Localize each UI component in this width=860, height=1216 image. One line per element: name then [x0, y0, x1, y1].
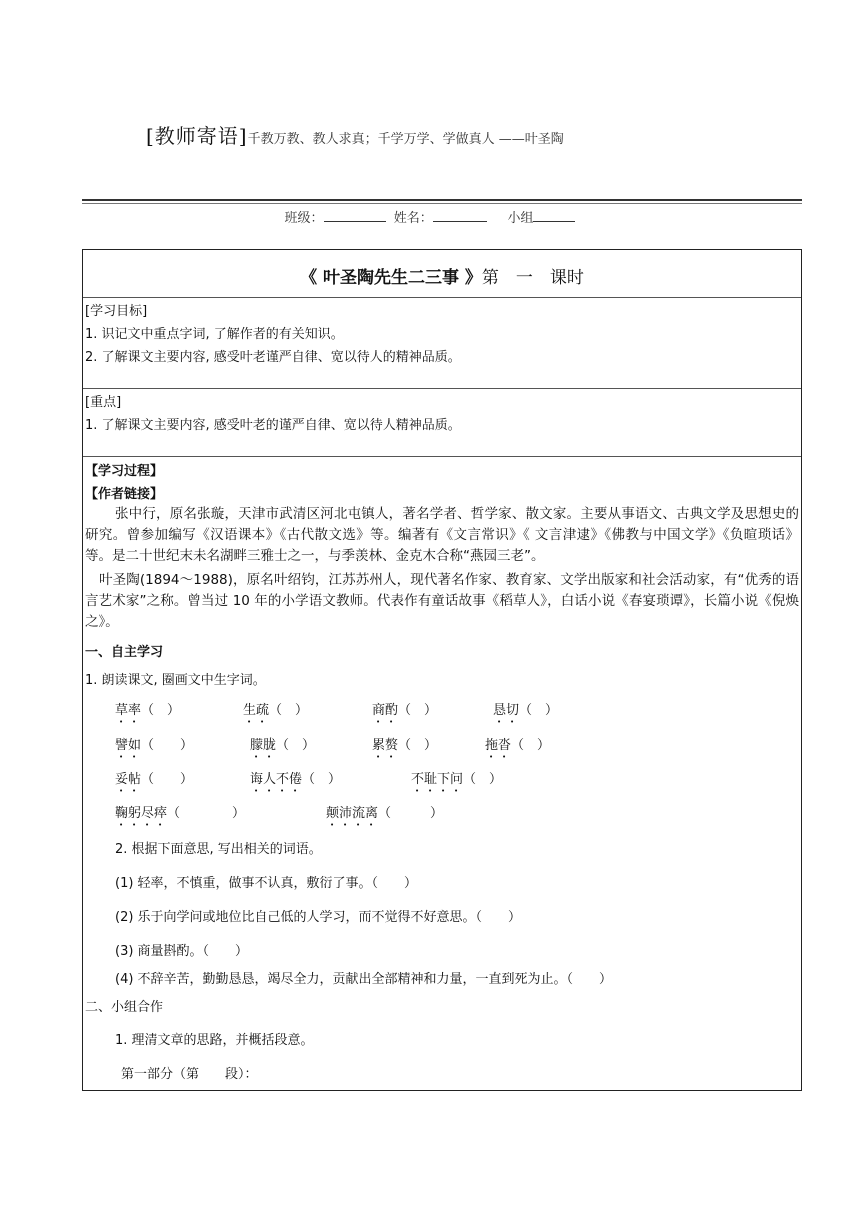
vocab-item: 颠沛流离（ ）	[326, 806, 444, 821]
objective-1: 1. 识记文中重点字词, 了解作者的有关知识。	[85, 327, 344, 342]
vocab-item: 诲人不倦（ ）	[250, 772, 342, 787]
objectives-heading: [学习目标]	[85, 304, 148, 319]
group-work-heading: 二、小组合作	[85, 1000, 164, 1015]
vocab-row-1	[83, 699, 801, 721]
name-label: 姓名：	[393, 211, 433, 226]
header-rule	[82, 199, 802, 201]
vocab-row-2	[83, 734, 801, 756]
definition-3: (3) 商量斟酌。（ ）	[115, 944, 249, 959]
task-2: 2. 根据下面意思, 写出相关的词语。	[115, 842, 322, 857]
worksheet-frame	[82, 249, 802, 1091]
motto-title: [教师寄语]	[146, 124, 248, 148]
student-info-line	[0, 207, 860, 226]
objective-2: 2. 了解课文主要内容, 感受叶老谨严自律、宽以待人的精神品质。	[85, 350, 461, 365]
lesson-name: 《 叶圣陶先生二三事 》	[300, 268, 482, 288]
task-1: 1. 朗读课文, 圈画文中生字词。	[85, 673, 266, 688]
vocab-item: 不耻下问（ ）	[411, 772, 503, 787]
header-rule-thin	[82, 203, 802, 204]
vocab-item: 妥帖（ ）	[115, 772, 194, 787]
class-blank[interactable]	[324, 209, 386, 222]
lesson-number: 第 一 课时	[481, 268, 584, 288]
key-point-1: 1. 了解课文主要内容, 感受叶老的谨严自律、宽以待人精神品质。	[85, 418, 461, 433]
definition-4: (4) 不辞辛苦，勤勤恳恳，竭尽全力，贡献出全部精神和力量，一直到死为止。（ ）	[115, 972, 613, 987]
divider	[83, 297, 801, 298]
divider	[83, 388, 801, 389]
vocab-item: 朦胧（ ）	[250, 738, 316, 753]
vocab-row-3	[83, 768, 801, 790]
author-link-heading: 【作者链接】	[85, 487, 164, 502]
divider	[83, 456, 801, 457]
definition-2: (2) 乐于向学问或地位比自己低的人学习，而不觉得不好意思。（ ）	[115, 910, 522, 925]
teacher-motto	[146, 120, 564, 149]
vocab-item: 累赘（ ）	[372, 738, 438, 753]
definition-1: (1) 轻率，不慎重，做事不认真，敷衍了事。（ ）	[115, 876, 418, 891]
class-label: 班级：	[284, 211, 324, 226]
author-paragraph-ye: 叶圣陶(1894～1988)，原名叶绍钧，江苏苏州人，现代著名作家、教育家、文学出版家和社会活动家，有“优秀的语言艺术家”之称。曾当过 10 年的小学语文教师。代表作有童话故事《稻草人》，白话小说《春宴琐谭》，长篇小说《倪焕之》。	[85, 572, 799, 630]
vocab-item: 拖沓（ ）	[485, 738, 551, 753]
vocab-item: 恳切（ ）	[493, 703, 559, 718]
vocab-item: 鞠躬尽瘁（ ）	[115, 806, 246, 821]
group-task-1: 1. 理清文章的思路，并概括段意。	[115, 1033, 314, 1048]
vocab-item: 譬如（ ）	[115, 738, 194, 753]
key-points-heading: [重点]	[85, 395, 122, 410]
group-blank[interactable]	[533, 209, 575, 222]
vocab-item: 生疏（ ）	[243, 703, 309, 718]
process-heading: 【学习过程】	[85, 464, 164, 479]
self-study-heading: 一、自主学习	[85, 645, 164, 660]
vocab-item: 草率（ ）	[115, 703, 181, 718]
author-paragraph-zhang: 张中行，原名张璇，天津市武清区河北屯镇人，著名学者、哲学家、散文家。主要从事语文、古典文学及思想史的研究。曾参加编写《汉语课本》《古代散文选》等。编著有《文言常识》《 文言津逮》《佛教与中国文学》《负暄琐话》等。是二十世纪末未名湖畔三雅士之一，与季羡林、金克木合称“燕园三老”。	[85, 506, 799, 564]
motto-text: 千教万教、教人求真；千学万学、学做真人 ——叶圣陶	[247, 132, 564, 147]
part-1-line: 第一部分（第 段）：	[121, 1067, 258, 1082]
group-label: 小组	[507, 211, 534, 226]
name-blank[interactable]	[433, 209, 487, 222]
vocab-row-4	[83, 802, 801, 824]
vocab-item: 商酌（ ）	[372, 703, 438, 718]
lesson-title	[83, 263, 801, 288]
